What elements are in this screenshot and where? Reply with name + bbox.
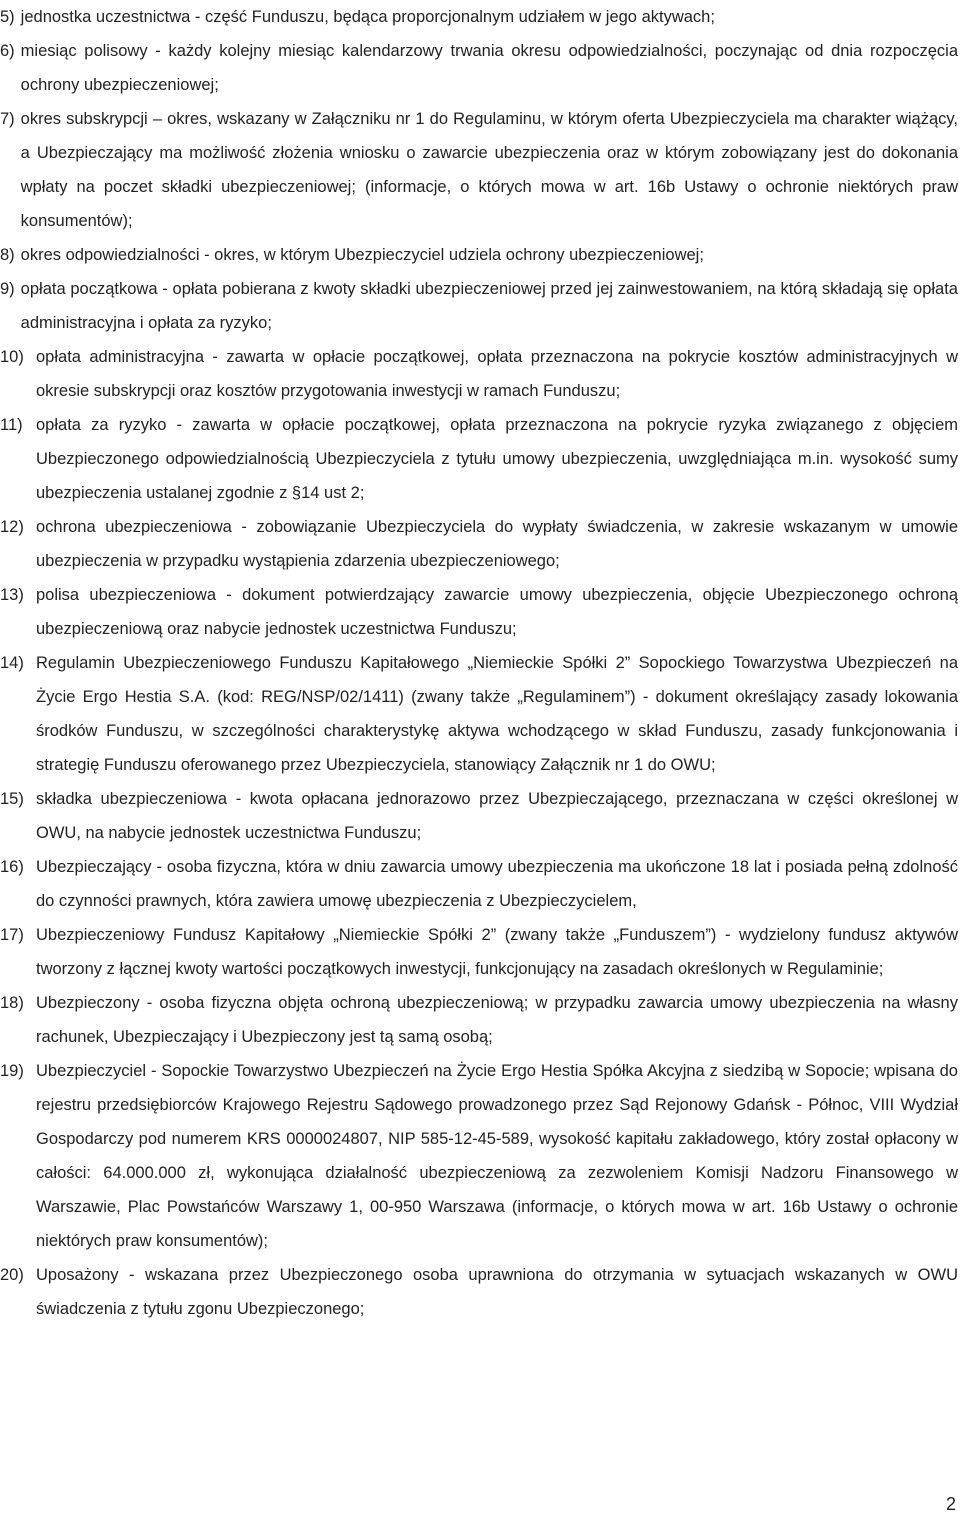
list-item-number: 8) [0, 246, 15, 264]
list-item-number: 17) [0, 926, 24, 944]
list-item [0, 510, 960, 578]
list-item-text: Ubezpieczeniowy Fundusz Kapitałowy „Niemieckie Spółki 2” (zwany także „Funduszem”) - wydzielony fundusz aktywów tworzony z łącznej kwoty wartości początkowych inwestycji, funkcjonujący na zasadach określonych w Regulaminie; [36, 926, 958, 978]
list-item-text: polisa ubezpieczeniowa - dokument potwierdzający zawarcie umowy ubezpieczenia, objęcie Ubezpieczonego ochroną ubezpieczeniową oraz nabycie jednostek uczestnictwa Funduszu; [36, 586, 958, 638]
list-item-number: 15) [0, 790, 24, 808]
list-item-text: Ubezpieczyciel - Sopockie Towarzystwo Ubezpieczeń na Życie Ergo Hestia Spółka Akcyjna z siedzibą w Sopocie; wpisana do rejestru przedsiębiorców Krajowego Rejestru Sądowego prowadzonego przez Sąd Rejonowy Gdańsk - Północ, VIII Wydział Gospodarczy pod numerem KRS 0000024807, NIP 585-12-45-589, wysokość kapitału zakładowego, który został opłacony w całości: 64.000.000 zł, wykonująca działalność ubezpieczeniową za zezwoleniem Komisji Nadzoru Finansowego w Warszawie, Plac Powstańców Warszawy 1, 00-950 Warszawa (informacje, o których mowa w art. 16b Ustawy o ochronie niektórych praw konsumentów); [36, 1062, 958, 1250]
list-item-text: składka ubezpieczeniowa - kwota opłacana jednorazowo przez Ubezpieczającego, przeznaczana w części określonej w OWU, na nabycie jednostek uczestnictwa Funduszu; [36, 790, 958, 842]
page-number: 2 [945, 1494, 956, 1514]
list-item-number: 18) [0, 994, 24, 1012]
list-item-text: opłata za ryzyko - zawarta w opłacie początkowej, opłata przeznaczona na pokrycie ryzyka związanego z objęciem Ubezpieczonego odpowiedzialnością Ubezpieczyciela z tytułu umowy ubezpieczenia, uwzględniająca m.in. wysokość sumy ubezpieczenia ustalanej zgodnie z §14 ust 2; [36, 416, 958, 502]
list-item-text: Ubezpieczający - osoba fizyczna, która w dniu zawarcia umowy ubezpieczenia ma ukończone 18 lat i posiada pełną zdolność do czynności prawnych, która zawiera umowę ubezpieczenia z Ubezpieczycielem, [36, 858, 958, 910]
list-item-text: opłata administracyjna - zawarta w opłacie początkowej, opłata przeznaczona na pokrycie kosztów administracyjnych w okresie subskrypcji oraz kosztów przygotowania inwestycji w ramach Funduszu; [36, 348, 958, 400]
list-item [0, 0, 960, 34]
list-item-text: Regulamin Ubezpieczeniowego Funduszu Kapitałowego „Niemieckie Spółki 2” Sopockiego Towarzystwa Ubezpieczeń na Życie Ergo Hestia S.A. (kod: REG/NSP/02/1411) (zwany także „Regulaminem”) - dokument określający zasady lokowania środków Funduszu, w szczególności charakterystykę aktywa wchodzącego w skład Funduszu, zasady funkcjonowania i strategię Funduszu oferowanego przez Ubezpieczyciela, stanowiący Załącznik nr 1 do OWU; [36, 654, 958, 774]
list-item [0, 1054, 960, 1258]
list-item-text: Ubezpieczony - osoba fizyczna objęta ochroną ubezpieczeniową; w przypadku zawarcia umowy ubezpieczenia na własny rachunek, Ubezpieczający i Ubezpieczony jest tą samą osobą; [36, 994, 958, 1046]
list-item [0, 238, 960, 272]
list-item-text: opłata początkowa - opłata pobierana z kwoty składki ubezpieczeniowej przed jej zainwestowaniem, na którą składają się opłata administracyjna i opłata za ryzyko; [20, 280, 958, 332]
list-item-number: 16) [0, 858, 24, 876]
list-item-number: 5) [0, 8, 15, 26]
list-item [0, 646, 960, 782]
list-item-number: 7) [0, 110, 15, 128]
list-item-number: 6) [0, 42, 15, 60]
list-item-number: 19) [0, 1062, 24, 1080]
list-item-number: 11) [0, 416, 23, 434]
list-item-number: 13) [0, 586, 24, 604]
list-item [0, 408, 960, 510]
list-item-number: 10) [0, 348, 24, 366]
list-item [0, 272, 960, 340]
list-item [0, 340, 960, 408]
list-item [0, 850, 960, 918]
list-item [0, 782, 960, 850]
list-item-text: Uposażony - wskazana przez Ubezpieczonego osoba uprawniona do otrzymania w sytuacjach wskazanych w OWU świadczenia z tytułu zgonu Ubezpieczonego; [36, 1266, 958, 1318]
list-item-text: okres subskrypcji – okres, wskazany w Załączniku nr 1 do Regulaminu, w którym oferta Ubezpieczyciela ma charakter wiążący, a Ubezpieczający ma możliwość złożenia wniosku o zawarcie ubezpieczenia oraz w którym zobowiązany jest do dokonania wpłaty na poczet składki ubezpieczeniowej; (informacje, o których mowa w art. 16b Ustawy o ochronie niektórych praw konsumentów); [20, 110, 958, 230]
list-item-number: 9) [0, 280, 15, 298]
list-item-text: jednostka uczestnictwa - część Funduszu, będąca proporcjonalnym udziałem w jego aktywach; [20, 8, 715, 26]
list-item-text: miesiąc polisowy - każdy kolejny miesiąc kalendarzowy trwania okresu odpowiedzialności, poczynając od dnia rozpoczęcia ochrony ubezpieczeniowej; [20, 42, 958, 94]
list-item-text: okres odpowiedzialności - okres, w którym Ubezpieczyciel udziela ochrony ubezpieczeniowej; [20, 246, 704, 264]
list-item-number: 12) [0, 518, 24, 536]
list-item [0, 918, 960, 986]
list-item-number: 14) [0, 654, 24, 672]
list-item-text: ochrona ubezpieczeniowa - zobowiązanie Ubezpieczyciela do wypłaty świadczenia, w zakresie wskazanym w umowie ubezpieczenia w przypadku wystąpienia zdarzenia ubezpieczeniowego; [36, 518, 958, 570]
list-item [0, 986, 960, 1054]
list-item [0, 34, 960, 102]
list-item-number: 20) [0, 1266, 24, 1284]
list-item [0, 1258, 960, 1326]
list-item [0, 102, 960, 238]
list-item [0, 578, 960, 646]
